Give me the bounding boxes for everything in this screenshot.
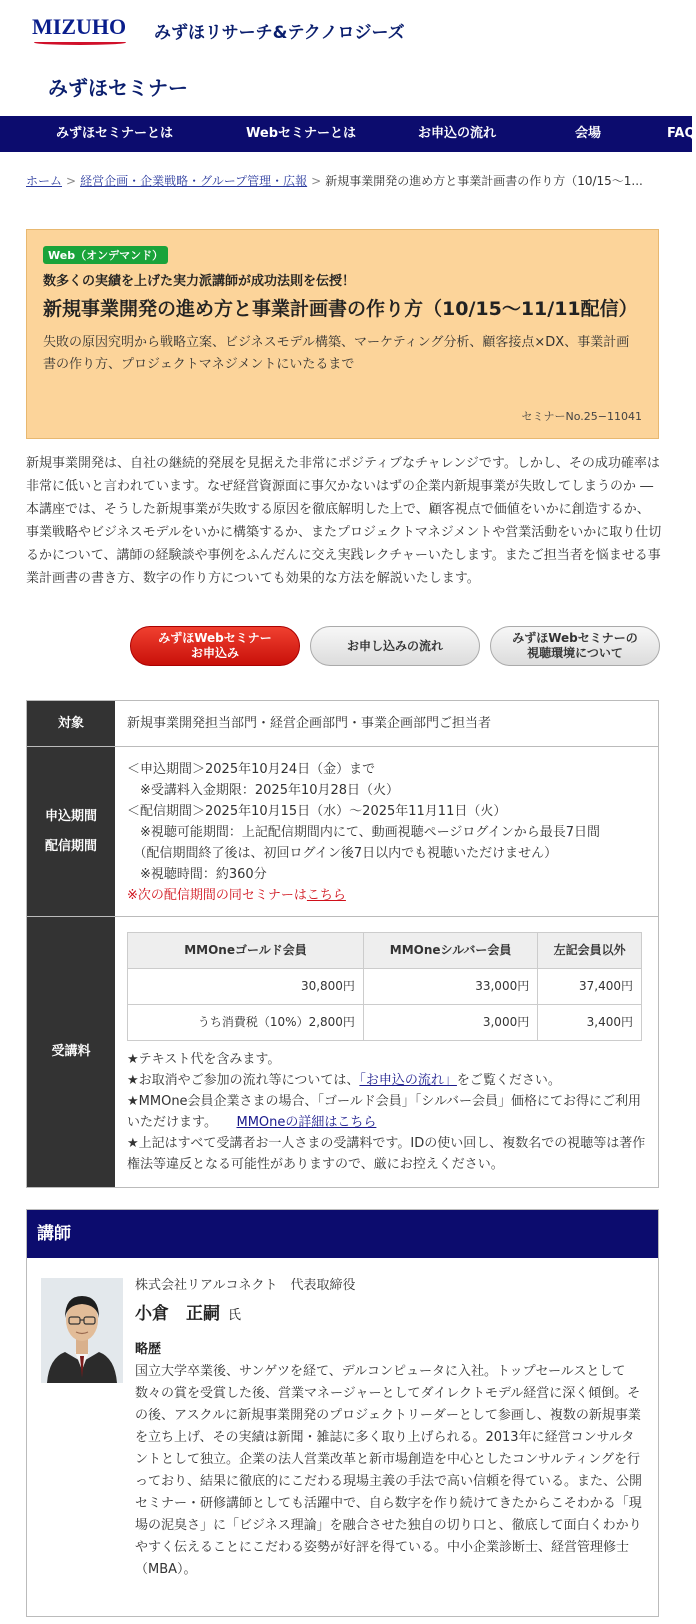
fee-note bbox=[127, 1091, 646, 1133]
site-title[interactable]: みずほセミナー bbox=[48, 76, 188, 100]
fee-cell: 37,400円 bbox=[538, 969, 642, 1005]
breadcrumb bbox=[26, 172, 666, 190]
period-label bbox=[27, 747, 115, 916]
lecturer-section bbox=[26, 1209, 659, 1617]
env-button-line2: 視聴環境について bbox=[527, 646, 623, 660]
fee-cell: うち消費税（10%）2,800円 bbox=[128, 1005, 364, 1041]
seminar-info-table bbox=[26, 700, 659, 1188]
fee-label: 受講料 bbox=[27, 917, 115, 1187]
fee-table-header bbox=[128, 933, 642, 969]
period-line: ※視聴時間：約360分 bbox=[127, 867, 267, 882]
breadcrumb-separator-icon: > bbox=[66, 174, 77, 188]
viewing-environment-button[interactable] bbox=[490, 626, 660, 666]
seminar-intro: 新規事業開発は、自社の継続的発展を見据えた非常にポジティブなチャレンジです。しかし、その成功確率は非常に低いと言われています。なぜ経営資源面に事欠かないはずの企業内新規事業が失敗してしまうのか ― 本講座では、そうした新規事業が失敗する原因を徹底解明した上で、顧客視点で価値をいかに創造するか、事業戦略やビジネスモデルをいかに構築するか、またプロジェクトマネジメントや営業活動をいかに取り仕切るかについて、講師の経験談や事例をふんだんに交え実践レクチャーいたします。またご担当者を悩ませる事業計画書の書き方、数字の作り方についても効果的な方法を解説いたします。 bbox=[26, 456, 662, 586]
fee-header-silver: MMOneシルバー会員 bbox=[363, 933, 537, 969]
period-label-delivery: 配信期間 bbox=[44, 838, 97, 854]
target-value: 新規事業開発担当部門・経営企画部門・事業企画部門ご担当者 bbox=[127, 716, 492, 731]
mmone-detail-link[interactable]: MMOneの詳細はこちら bbox=[236, 1115, 377, 1130]
lecturer-portrait-icon bbox=[41, 1278, 123, 1383]
table-row bbox=[128, 1005, 642, 1041]
seminar-hero bbox=[26, 229, 659, 439]
fee-note-text: ★MMOne会員企業さまの場合、「ゴールド会員」「シルバー会員」価格にてお得にご利用いただけます。 bbox=[127, 1094, 642, 1130]
next-period-link[interactable]: こちら bbox=[306, 888, 346, 903]
page-title: 新規事業開発の進め方と事業計画書の作り方（10/15〜11/11配信） bbox=[43, 298, 638, 320]
nav-item-apply-flow[interactable]: お申込の流れ bbox=[418, 126, 497, 141]
fee-value bbox=[115, 917, 658, 1187]
lecturer-bio: 国立大学卒業後、サンゲツを経て、デルコンピュータに入社。トップセールスとして数々の賞を受賞した後、営業マネージャーとしてダイレクトモデル経営に深く傾倒。その後、アスクルに新規事業開発のプロジェクトリーダーとして参画し、複数の新規事業を立ち上げ、その実績は新聞・雑誌に多く取り上げられる。2013年に経営コンサルタントとして独立。企業の法人営業改革と新市場創造を中心としたコンサルティングを行っており、結果に徹底的にこだわる現場主義の手法で高い信頼を得ている。また、公開セミナー・研修講師としても活躍中で、自ら数字を作り続けてきたからこそわかる「現場の泥臭さ」に「ビジネス理論」を融合させた独自の切り口と、徹底して面白くわかりやすく伝えることにこだわる姿勢が好評を得ている。中小企業診断士、経営管理修士（MBA）。 bbox=[135, 1364, 643, 1577]
lecturer-organization: 株式会社リアルコネクト 代表取締役 bbox=[135, 1278, 356, 1293]
fee-header-other: 左記会員以外 bbox=[538, 933, 642, 969]
breadcrumb-category-link[interactable]: 経営企画・企業戦略・グループ管理・広報 bbox=[80, 174, 308, 188]
fee-note: ★上記はすべて受講者お一人さまの受講料です。IDの使い回し、複数名での視聴等は著作権法等違反となる可能性がありますので、厳にお控えください。 bbox=[127, 1136, 646, 1172]
fee-cell: 33,000円 bbox=[363, 969, 537, 1005]
lecturer-bio-heading: 略歴 bbox=[135, 1342, 162, 1357]
period-value bbox=[115, 747, 658, 916]
fee-note-text: をご覧ください。 bbox=[456, 1073, 561, 1088]
lecturer-info bbox=[135, 1274, 645, 1581]
lecturer-name-row bbox=[135, 1299, 645, 1324]
period-label-apply: 申込期間 bbox=[44, 808, 97, 824]
breadcrumb-home-link[interactable]: ホーム bbox=[26, 174, 63, 188]
fee-table bbox=[127, 932, 642, 1041]
next-period-note bbox=[127, 885, 646, 906]
nav-item-about-seminar[interactable]: みずほセミナーとは bbox=[56, 126, 174, 141]
nav-item-venue[interactable]: 会場 bbox=[575, 126, 602, 141]
global-nav bbox=[0, 116, 696, 152]
period-line: ＜配信期間＞2025年10月15日（水）〜2025年11月11日（火） bbox=[127, 804, 507, 819]
fee-cell: 3,000円 bbox=[363, 1005, 537, 1041]
period-line: ※受講料入金期限：2025年10月28日（火） bbox=[127, 783, 400, 798]
hero-subtitle: 失敗の原因究明から戦略立案、ビジネスモデル構築、マーケティング分析、顧客接点×DX、事業計画書の作り方、プロジェクトマネジメントにいたるまで bbox=[43, 335, 630, 372]
info-row-fee bbox=[27, 917, 658, 1187]
logo-swoosh-icon bbox=[34, 40, 126, 45]
lecturer-section-title: 講師 bbox=[27, 1210, 658, 1258]
fee-note: ★テキスト代を含みます。 bbox=[127, 1052, 281, 1067]
period-line: ※視聴可能期間：上記配信期間内にて、動画視聴ページログインから最長7日間 bbox=[127, 825, 600, 840]
period-line: （配信期間終了後は、初回ログイン後7日以内でも視聴いただけません） bbox=[127, 846, 558, 861]
seminar-number: セミナーNo.25−11041 bbox=[521, 410, 642, 423]
fee-note-text: ★お取消やご参加の流れ等については、 bbox=[127, 1073, 360, 1088]
nav-item-faq[interactable]: FAQ bbox=[667, 126, 696, 141]
info-row-target bbox=[27, 701, 658, 747]
fee-cell: 3,400円 bbox=[538, 1005, 642, 1041]
target-label: 対象 bbox=[27, 701, 115, 746]
apply-button-line2: お申込み bbox=[190, 646, 239, 660]
lecturer-name: 小倉 正嗣 bbox=[135, 1304, 220, 1324]
info-row-period bbox=[27, 747, 658, 917]
apply-web-seminar-button[interactable] bbox=[130, 626, 300, 666]
site-header bbox=[0, 0, 692, 116]
next-period-note-text: ※次の配信期間の同セミナーは bbox=[127, 888, 307, 903]
apply-flow-button[interactable] bbox=[310, 626, 480, 666]
nav-item-web-seminar[interactable]: Webセミナーとは bbox=[246, 126, 356, 141]
apply-flow-label: お申し込みの流れ bbox=[346, 638, 443, 653]
lecturer-honorific: 氏 bbox=[228, 1308, 242, 1323]
lecturer-photo bbox=[41, 1278, 123, 1383]
web-ondemand-badge: Web（オンデマンド） bbox=[43, 246, 168, 264]
apply-button-line1: みずほWebセミナー bbox=[158, 631, 272, 645]
env-button-line1: みずほWebセミナーの bbox=[512, 631, 638, 645]
mizuho-logo[interactable]: MIZUHO bbox=[32, 14, 127, 39]
table-row bbox=[128, 969, 642, 1005]
company-name[interactable]: みずほリサーチ&テクノロジーズ bbox=[154, 23, 405, 43]
breadcrumb-current: 新規事業開発の進め方と事業計画書の作り方（10/15〜1... bbox=[325, 174, 643, 188]
period-line: ＜申込期間＞2025年10月24日（金）まで bbox=[127, 762, 376, 777]
fee-note bbox=[127, 1070, 646, 1091]
hero-lead: 数多くの実績を上げた実力派講師が成功法則を伝授！ bbox=[43, 274, 356, 289]
apply-flow-link[interactable]: 「お申込の流れ」 bbox=[359, 1073, 457, 1088]
fee-cell: 30,800円 bbox=[128, 969, 364, 1005]
breadcrumb-separator-icon: > bbox=[311, 174, 322, 188]
fee-header-gold: MMOneゴールド会員 bbox=[128, 933, 364, 969]
